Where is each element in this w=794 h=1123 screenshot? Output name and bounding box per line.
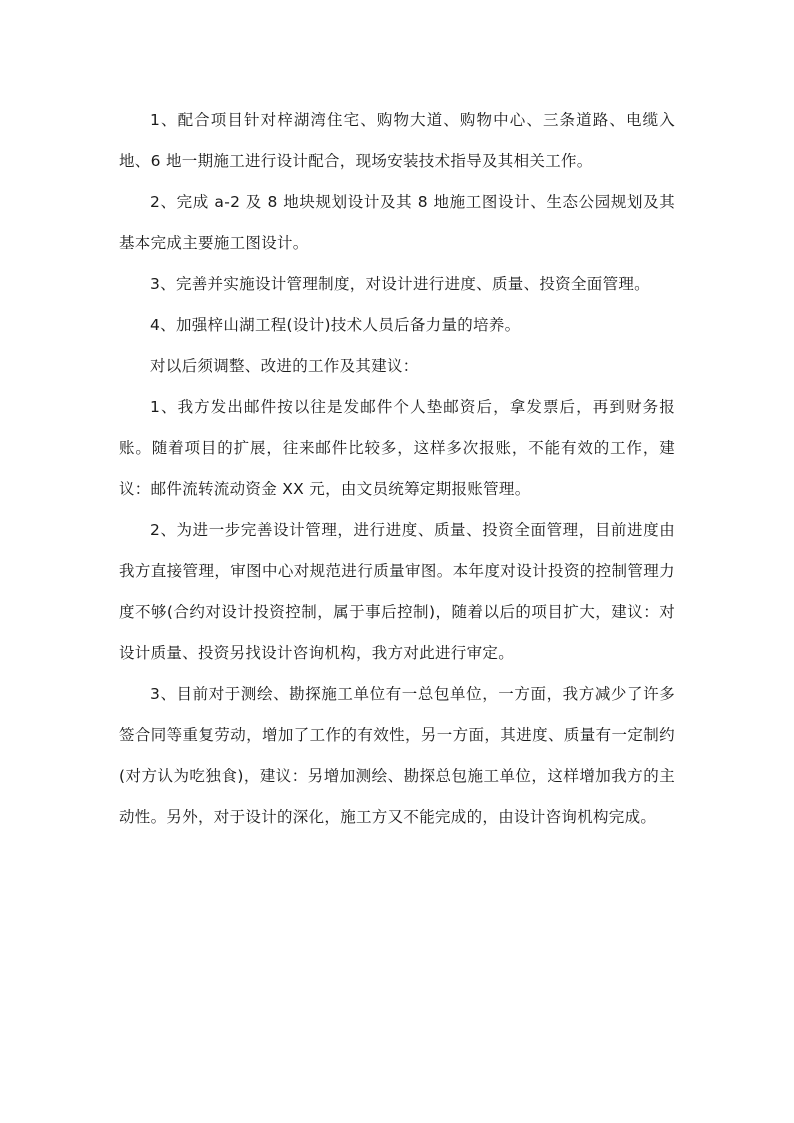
suggestion-item-1: 1、我方发出邮件按以往是发邮件个人垫邮资后，拿发票后，再到财务报账。随着项目的扩展，往来邮件比较多，这样多次报账，不能有效的工作，建议：邮件流转流动资金 XX 元，由文员统筹定期报账管理。 bbox=[119, 398, 675, 498]
suggestion-item-3: 3、目前对于测绘、勘探施工单位有一总包单位，一方面，我方减少了许多签合同等重复劳动，增加了工作的有效性，另一方面，其进度、质量有一定制约(对方认为吃独食)，建议：另增加测绘、勘探总包施工单位，这样增加我方的主动性。另外，对于设计的深化，施工方又不能完成的，由设计咨询机构完成。 bbox=[119, 685, 675, 826]
suggestion-item-2: 2、为进一步完善设计管理，进行进度、质量、投资全面管理，目前进度由我方直接管理，审图中心对规范进行质量审图。本年度对设计投资的控制管理力度不够(合约对设计投资控制，属于事后控制)，随着以后的项目扩大，建议：对设计质量、投资另找设计咨询机构，我方对此进行审定。 bbox=[119, 521, 675, 662]
paragraph-item-2: 2、完成 a-2 及 8 地块规划设计及其 8 地施工图设计、生态公园规划及其基本完成主要施工图设计。 bbox=[119, 193, 675, 252]
suggestions-heading: 对以后须调整、改进的工作及其建议： bbox=[150, 357, 419, 375]
document-body bbox=[119, 100, 675, 838]
paragraph-item-1: 1、配合项目针对梓湖湾住宅、购物大道、购物中心、三条道路、电缆入地、6 地一期施工进行设计配合，现场安装技术指导及其相关工作。 bbox=[119, 111, 675, 170]
paragraph-item-4: 4、加强梓山湖工程(设计)技术人员后备力量的培养。 bbox=[150, 316, 521, 334]
paragraph-item-3: 3、完善并实施设计管理制度，对设计进行进度、质量、投资全面管理。 bbox=[150, 275, 650, 293]
